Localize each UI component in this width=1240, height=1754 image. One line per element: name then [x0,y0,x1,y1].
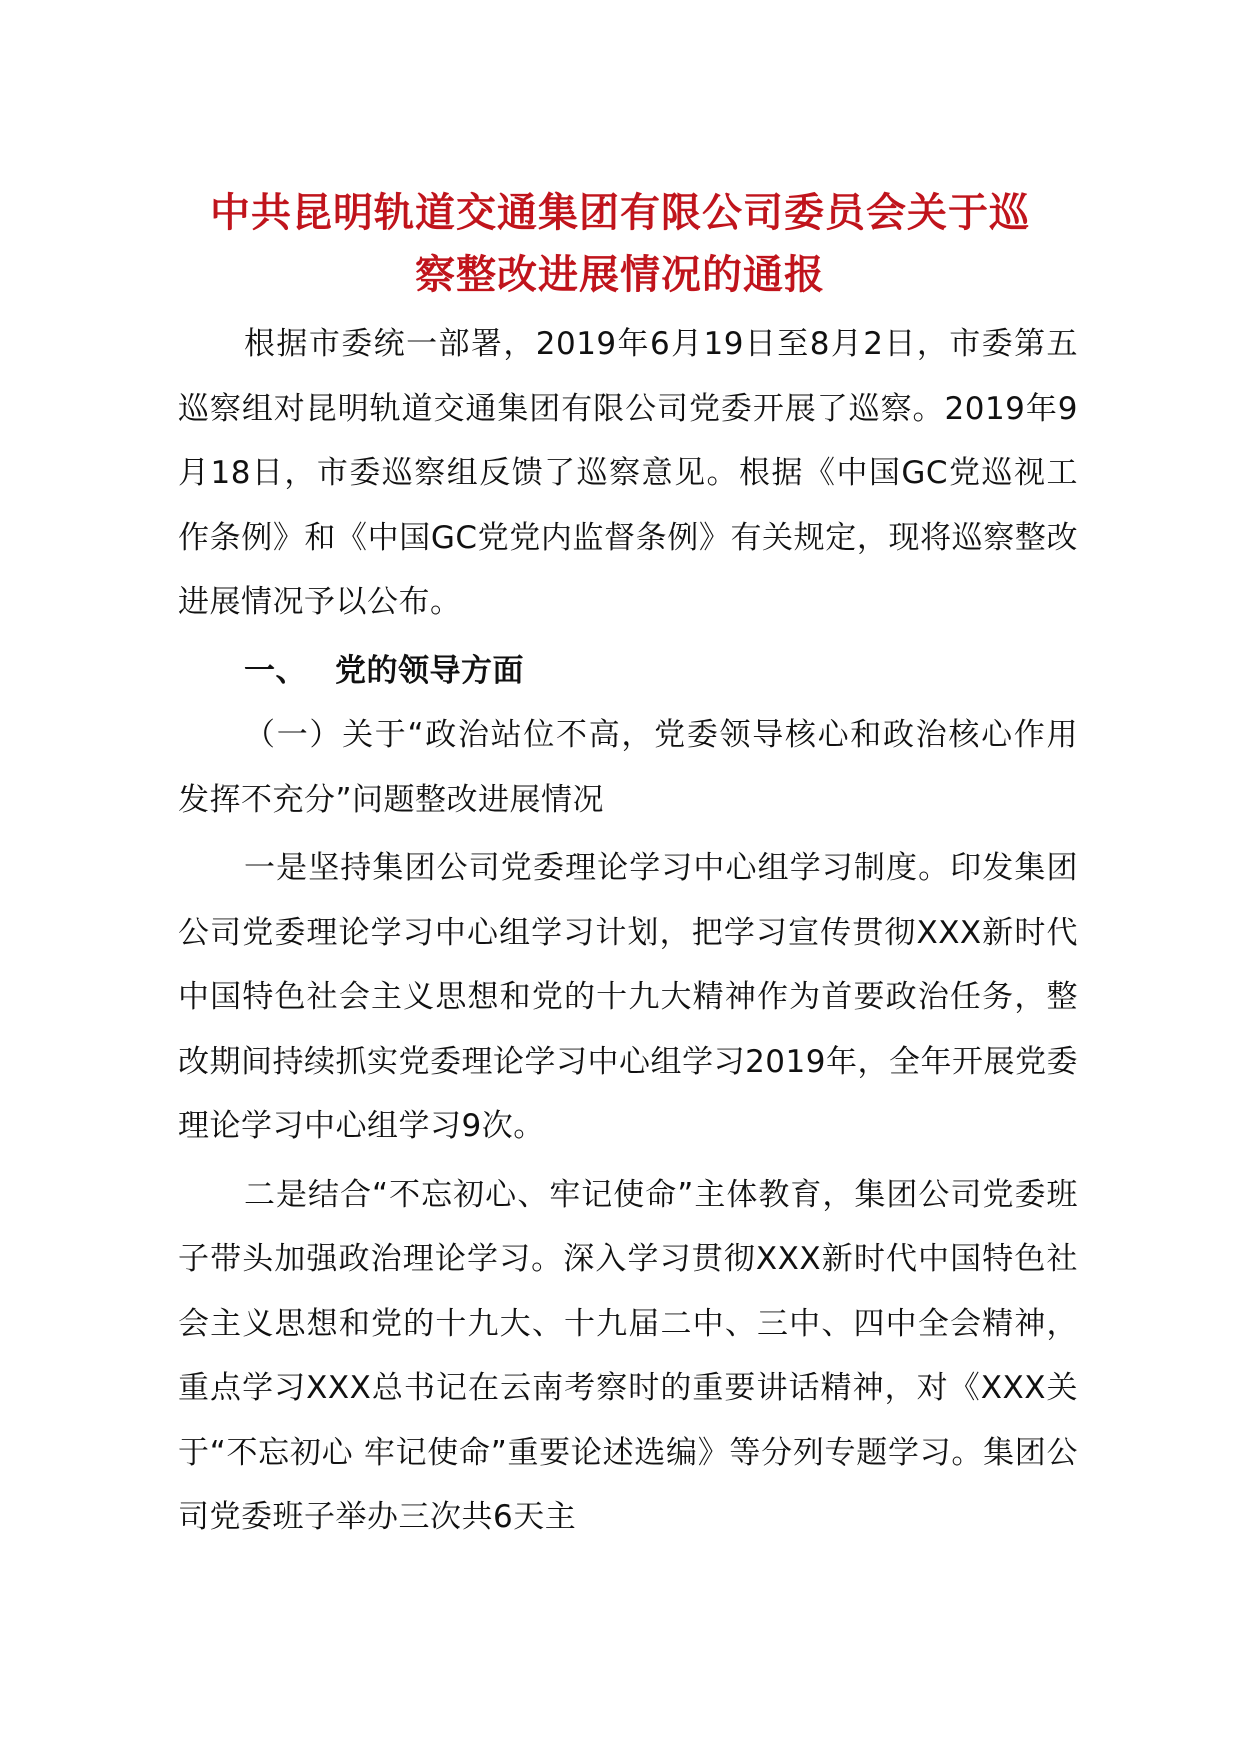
section-title: 党的领导方面 [335,652,524,689]
document-title [160,182,1080,306]
title-line-1: 中共昆明轨道交通集团有限公司委员会关于巡 [210,190,1030,236]
subsection-heading: （一）关于“政治站位不高，党委领导核心和政治核心作用发挥不充分”问题整改进展情况 [178,717,1078,818]
point-paragraph-1: 一是坚持集团公司党委理论学习中心组学习制度。印发集团公司党委理论学习中心组学习计划，把学习宣传贯彻XXX新时代中国特色社会主义思想和党的十九大精神作为首要政治任务，整改期间持续抓实党委理论学习中心组学习2019年，全年开展党委理论学习中心组学习9次。 [178,850,1078,1144]
title-line-2: 察整改进展情况的通报 [415,252,825,298]
section-number: 一、 [244,652,307,689]
document-body [178,312,1078,1550]
intro-paragraph: 根据市委统一部署，2019年6月19日至8月2日，市委第五巡察组对昆明轨道交通集团有限公司党委开展了巡察。2019年9月18日，市委巡察组反馈了巡察意见。根据《中国GC党巡视工作条例》和《中国GC党党内监督条例》有关规定，现将巡察整改进展情况予以公布。 [178,326,1078,620]
section-heading [178,639,1078,704]
point-paragraph-2: 二是结合“不忘初心、牢记使命”主体教育，集团公司党委班子带头加强政治理论学习。深入学习贯彻XXX新时代中国特色社会主义思想和党的十九大、十九届二中、三中、四中全会精神，重点学习XXX总书记在云南考察时的重要讲话精神，对《XXX关于“不忘初心 牢记使命”重要论述选编》等分列专题学习。集团公司党委班子举办三次共6天主 [178,1176,1078,1535]
